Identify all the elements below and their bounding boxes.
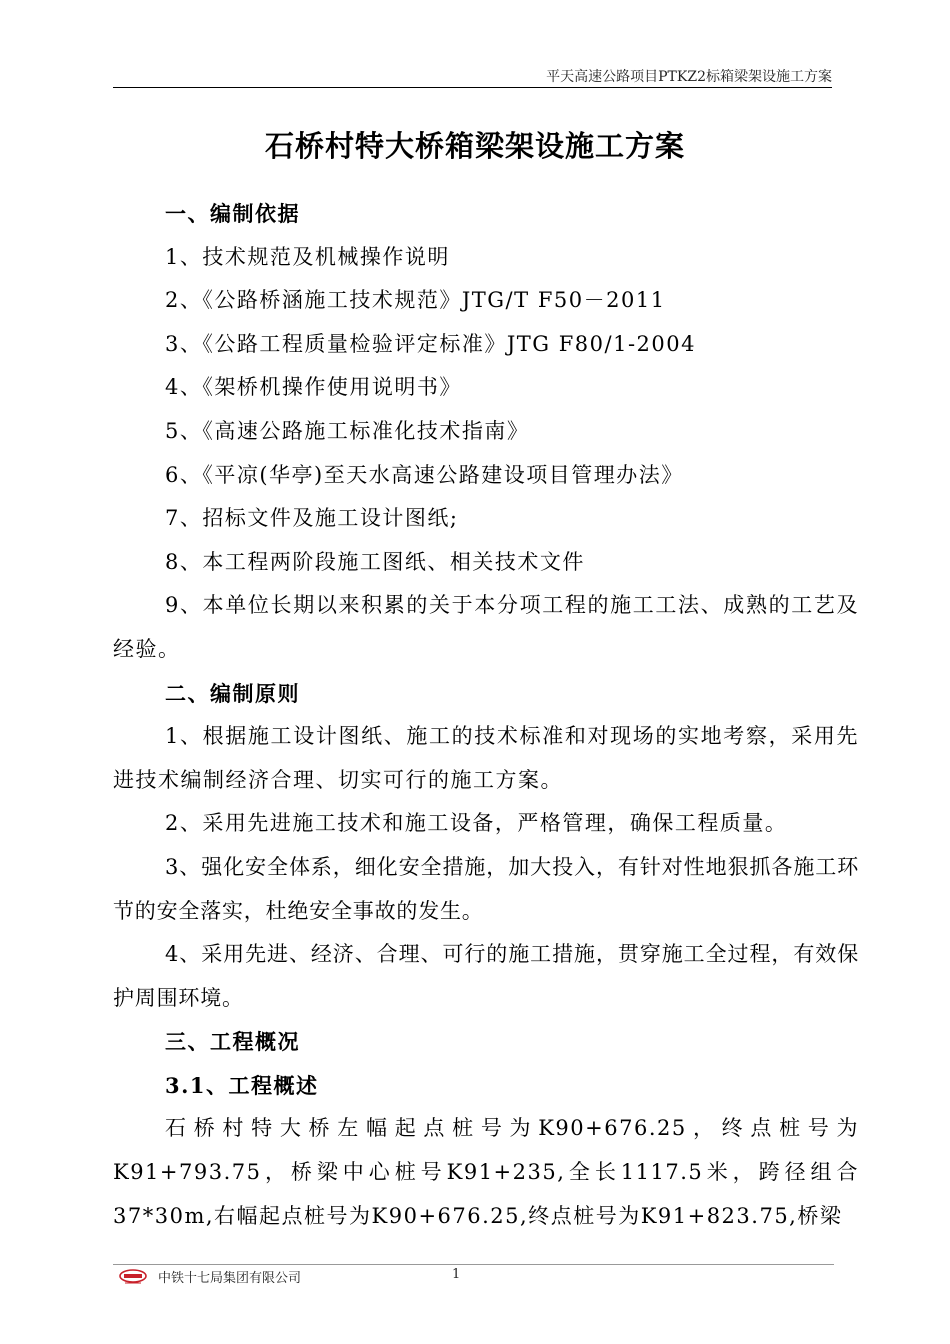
list-item: 2、采用先进施工技术和施工设备，严格管理，确保工程质量。 xyxy=(165,811,788,836)
subsection-3-1-heading: 3.1、工程概述 xyxy=(165,1072,319,1098)
list-item: 3、《公路工程质量检验评定标准》JTG F80/1-2004 xyxy=(165,331,697,356)
page-number: 1 xyxy=(452,1267,461,1282)
list-item: 4、《架桥机操作使用说明书》 xyxy=(165,375,462,400)
list-item: 1、技术规范及机械操作说明 xyxy=(165,244,450,269)
list-item: 8、本工程两阶段施工图纸、相关技术文件 xyxy=(165,549,585,574)
footer-divider xyxy=(113,1264,834,1265)
section-1-heading: 一、编制依据 xyxy=(165,201,300,226)
list-item: 7、招标文件及施工设计图纸; xyxy=(165,506,459,531)
section-3-heading: 三、工程概况 xyxy=(165,1029,300,1055)
footer-company-name: 中铁十七局集团有限公司 xyxy=(158,1271,302,1286)
header-divider xyxy=(113,87,832,88)
crcc-logo-icon xyxy=(118,1268,148,1286)
list-item: 1、根据施工设计图纸、施工的技术标准和对现场的实地考察，采用先进技术编制经济合理、切实可行的施工方案。 xyxy=(113,724,859,792)
section-2-heading: 二、编制原则 xyxy=(165,680,300,706)
list-item: 3、强化安全体系，细化安全措施，加大投入，有针对性地狠抓各施工环节的安全落实，杜绝安全事故的发生。 xyxy=(113,854,859,923)
list-item: 9、本单位长期以来积累的关于本分项工程的施工工法、成熟的工艺及经验。 xyxy=(113,593,859,661)
document-body xyxy=(113,192,859,1238)
document-title: 石桥村特大桥箱梁架设施工方案 xyxy=(264,129,685,163)
list-item: 2、《公路桥涵施工技术规范》JTG/T F50－2011 xyxy=(165,288,666,313)
list-item: 6、《平凉(华亭)至天水高速公路建设项目管理办法》 xyxy=(165,462,684,487)
header-text: 平天高速公路项目PTKZ2标箱梁架设施工方案 xyxy=(546,69,832,85)
project-overview-paragraph: 石桥村特大桥左幅起点桩号为K90+676.25，终点桩号为K91+793.75，桥梁中心桩号K91+235,全长1117.5米，跨径组合37*30m,右幅起点桩号为K90+676.25,终点桩号为K91+823.75,桥梁 xyxy=(113,1116,859,1228)
list-item: 4、采用先进、经济、合理、可行的施工措施，贯穿施工全过程，有效保护周围环境。 xyxy=(113,942,859,1010)
list-item: 5、《高速公路施工标准化技术指南》 xyxy=(165,418,530,443)
